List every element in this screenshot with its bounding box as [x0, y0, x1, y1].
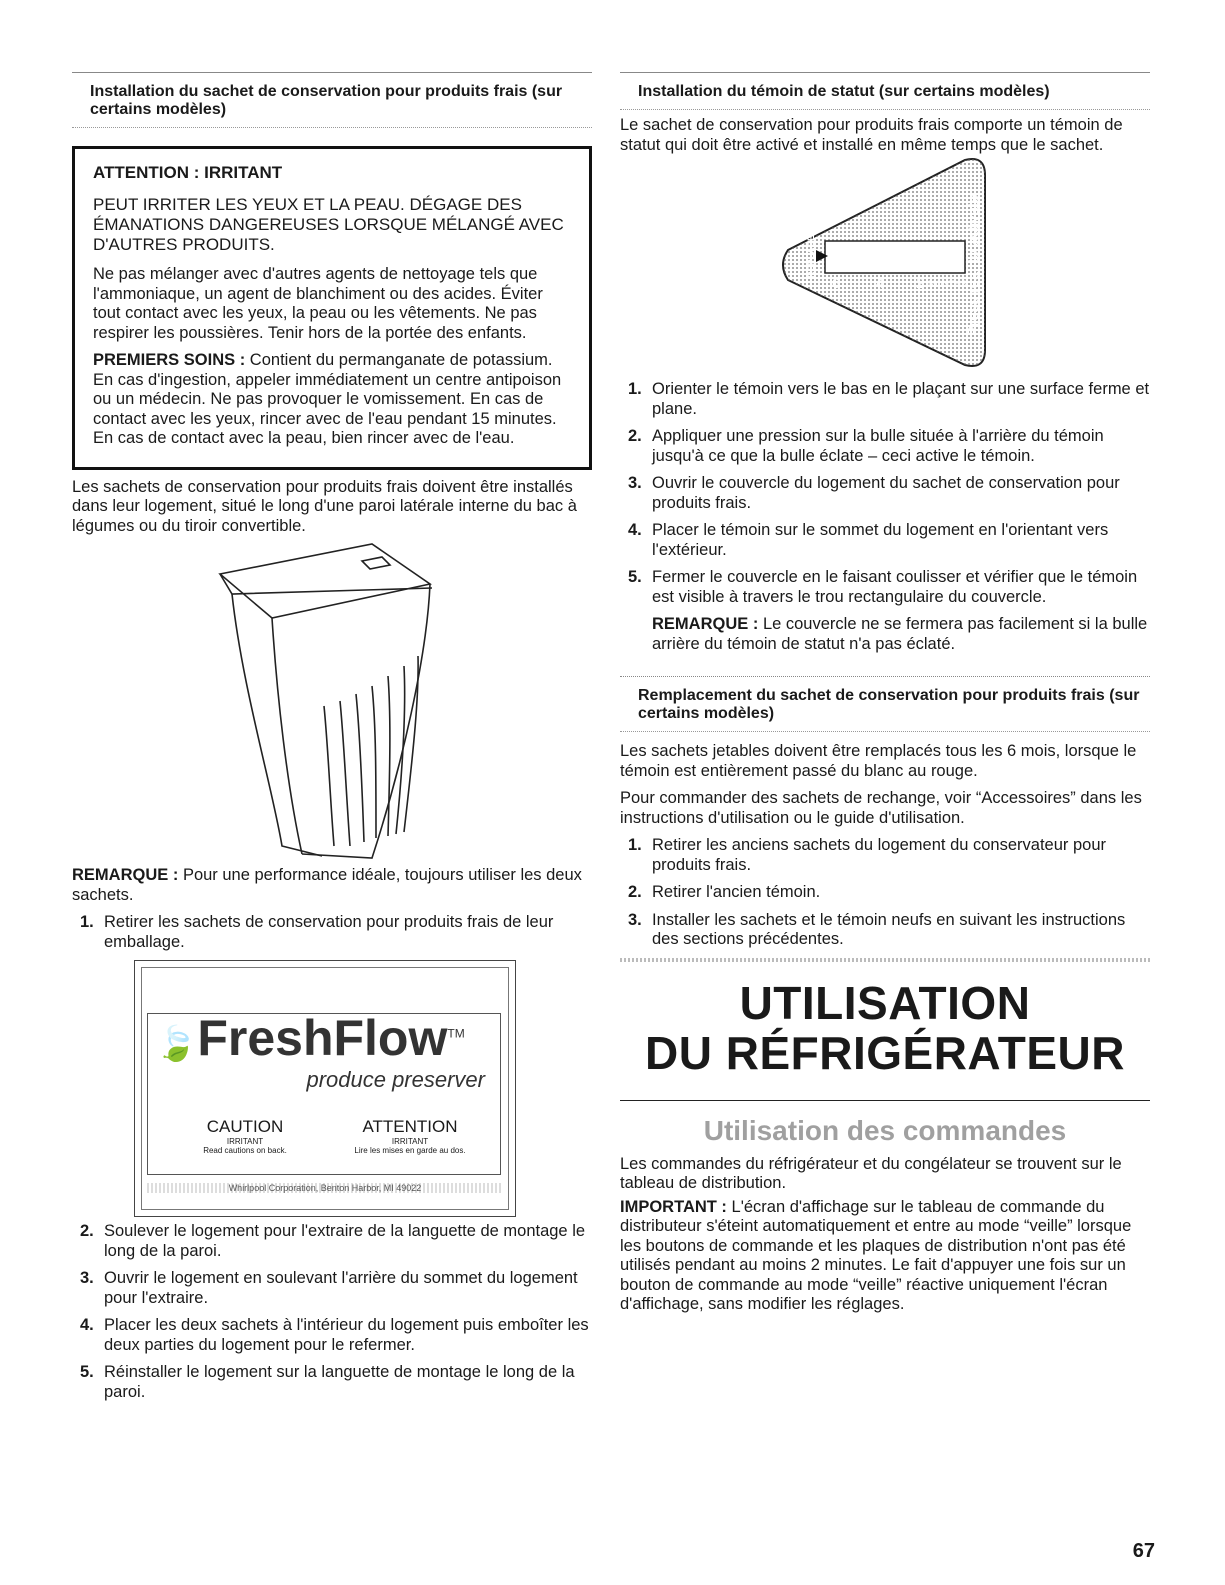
list-item: 2. Retirer l'ancien témoin. [628, 883, 821, 901]
important-text: L'écran d'affichage sur le tableau de commande du distributeur s'éteint automatiquement et entre au mode “veille” lorsque les boutons de commande et les plaques de distribution n'ont pas été utilisés pendant au moins 2 minutes. Le fait d'appuyer une fois sur un bouton de commande au mode “veille” réactive uniquement l'écran d'affichage, sans modifier les réglages. [620, 1197, 1132, 1313]
main-title-line2: DU RÉFRIGÉRATEUR [645, 1026, 1125, 1079]
main-title [620, 978, 1150, 1078]
step-text: Retirer les anciens sachets du logement du conservateur pour produits frais. [652, 836, 1106, 874]
important-para [620, 1198, 1150, 1315]
caution-sub2: Read cautions on back. [203, 1146, 287, 1155]
step-text: Installer les sachets et le témoin neufs en suivant les instructions des sections précédentes. [652, 910, 1126, 948]
note-label: REMARQUE : [72, 866, 179, 884]
list-item: 1. Orienter le témoin vers le bas en le plaçant sur une surface ferme et plane. [628, 380, 1150, 418]
packet-footer: Whirlpool Corporation, Benton Harbor, MI 49022 [147, 1183, 503, 1193]
list-item: 5. Réinstaller le logement sur la languette de montage le long de la paroi. [80, 1363, 575, 1401]
warning-box [72, 146, 592, 470]
list-item: 2. Appliquer une pression sur la bulle située à l'arrière du témoin jusqu'à ce que la bulle éclate – ceci active le témoin. [628, 427, 1104, 465]
note-text: Pour une performance idéale, toujours utiliser les deux sachets. [72, 866, 582, 904]
caution-sub1: IRRITANT [226, 1137, 264, 1146]
main-title-line1: UTILISATION [739, 976, 1031, 1029]
step-text: Soulever le logement pour l'extraire de la languette de montage le long de la paroi. [104, 1222, 586, 1260]
section-heading-remplacement: Remplacement du sachet de conservation pour produits frais (sur certains modèles) [620, 677, 1150, 732]
first-aid-label: PREMIERS SOINS : [93, 351, 246, 369]
note-label: REMARQUE : [652, 615, 759, 633]
note-para [620, 615, 1150, 654]
replace-para-2: Pour commander des sachets de rechange, voir “Accessoires” dans les instructions d'utilisation ou le guide d'utilisation. [620, 789, 1142, 827]
trademark: TM [447, 1026, 465, 1041]
first-aid-para [93, 351, 573, 449]
list-item: 3. Installer les sachets et le témoin neufs en suivant les instructions des sections précédentes. [628, 910, 1126, 948]
list-item: 2. Soulever le logement pour l'extraire de la languette de montage le long de la paroi. [80, 1222, 586, 1260]
list-item: 4. Placer le témoin sur le sommet du logement en l'orientant vers l'extérieur. [628, 521, 1109, 559]
warning-title: ATTENTION : IRRITANT [93, 163, 283, 182]
page-number: 67 [1132, 1540, 1155, 1562]
section-heading-temoin: Installation du témoin de statut (sur certains modèles) [620, 73, 1150, 110]
note-text: Le couvercle ne se fermera pas facilement si la bulle arrière du témoin de statut n'a pas éclaté. [652, 615, 1148, 653]
freshflow-packet [72, 960, 592, 1222]
list-item: 5. Fermer le couvercle en le faisant coulisser et vérifier que le témoin est visible à travers le trou rectangulaire du couvercle. [628, 568, 1138, 606]
section-heading-installation-sachet: Installation du sachet de conservation pour produits frais (sur certains modèles) [72, 73, 592, 128]
caution-block [185, 1117, 305, 1155]
months-label: MONTHS [928, 279, 967, 289]
right-column [620, 72, 1150, 1315]
attention-sub1: IRRITANT [391, 1137, 429, 1146]
leaf-logo-icon: 🍃 [155, 1025, 198, 1063]
tagline: produce preserver [306, 1067, 485, 1092]
step-text: Appliquer une pression sur la bulle située à l'arrière du témoin jusqu'à ce que la bulle éclate – ceci active le témoin. [652, 427, 1104, 465]
brand-name: FreshFlow [197, 1010, 448, 1066]
list-item: 1. Retirer les sachets de conservation pour produits frais de leur emballage. [80, 913, 554, 951]
step-text: Fermer le couvercle en le faisant coulisser et vérifier que le témoin est visible à travers le trou rectangulaire du couvercle. [652, 568, 1138, 606]
note-para [72, 866, 592, 905]
freshflow-logo [155, 1009, 465, 1067]
indicator-six: 6 [832, 275, 841, 292]
status-indicator-illustration [620, 155, 1150, 380]
temoin-intro: Le sachet de conservation pour produits frais comporte un témoin de statut qui doit être activé et installé en même temps que le sachet. [620, 116, 1123, 154]
left-column [72, 72, 592, 1410]
step-text: Orienter le témoin vers le bas en le plaçant sur une surface ferme et plane. [652, 380, 1150, 418]
press-rear-label: Press rear to activate [965, 194, 982, 336]
step-text: Placer le témoin sur le sommet du logement en l'orientant vers l'extérieur. [652, 521, 1109, 559]
step-text: Ouvrir le couvercle du logement du sachet de conservation pour produits frais. [652, 474, 1120, 512]
subtitle: Utilisation des commandes [703, 1114, 1067, 1146]
step-text: Retirer les sachets de conservation pour produits frais de leur emballage. [104, 913, 554, 951]
commandes-para: Les commandes du réfrigérateur et du congélateur se trouvent sur le tableau de distribution. [620, 1154, 1122, 1192]
first-aid-text: Contient du permanganate de potassium. En cas d'ingestion, appeler immédiatement un centre antipoison ou un médecin. Ne pas provoquer le vomissement. En cas de contact avec les yeux, rincer avec de l'eau pendant 15 minutes. En cas de contact avec la peau, bien rincer avec de l'eau. [93, 351, 562, 447]
list-item: 4. Placer les deux sachets à l'intérieur du logement puis emboîter les deux parties du logement pour le refermer. [80, 1316, 589, 1354]
caution-label: CAUTION [206, 1117, 284, 1136]
step-text: Réinstaller le logement sur la languette de montage le long de la paroi. [104, 1363, 575, 1401]
indicator-two: 2 [916, 275, 925, 292]
attention-block [335, 1117, 485, 1155]
list-item: 3. Ouvrir le couvercle du logement du sachet de conservation pour produits frais. [628, 474, 1120, 512]
replace-para-1: Les sachets jetables doivent être remplacés tous les 6 mois, lorsque le témoin est entièrement passé du blanc au rouge. [620, 742, 1137, 780]
warning-para: Ne pas mélanger avec d'autres agents de nettoyage tels que l'ammoniaque, un agent de blanchiment ou des acides. Éviter tout contact avec les yeux, la peau ou les vêtements. Ne pas respirer les poussières. Tenir hors de la portée des enfants. [93, 265, 543, 342]
list-item: 3. Ouvrir le logement en soulevant l'arrière du sommet du logement pour l'extraire. [80, 1269, 578, 1307]
warning-caps: PEUT IRRITER LES YEUX ET LA PEAU. DÉGAGE DES ÉMANATIONS DANGEREUSES LORSQUE MÉLANGÉ AVEC D'AUTRES PRODUITS. [93, 195, 564, 254]
step-text: Ouvrir le logement en soulevant l'arrière du sommet du logement pour l'extraire. [104, 1269, 578, 1307]
attention-label: ATTENTION [362, 1117, 458, 1136]
indicator-four: 4 [876, 275, 885, 292]
step-text: Retirer l'ancien témoin. [652, 883, 821, 901]
intro-para: Les sachets de conservation pour produits frais doivent être installés dans leur logement, situé le long d'une paroi latérale interne du bac à légumes ou du tiroir convertible. [72, 477, 577, 535]
divider [620, 1100, 1150, 1101]
divider [620, 958, 1150, 962]
replace-label: REPLACE [806, 235, 816, 279]
attention-sub2: Lire les mises en garde au dos. [354, 1146, 466, 1155]
list-item: 1. Retirer les anciens sachets du logement du conservateur pour produits frais. [628, 836, 1106, 874]
step-text: Placer les deux sachets à l'intérieur du logement puis emboîter les deux parties du logement pour le refermer. [104, 1316, 589, 1354]
housing-illustration [72, 536, 592, 866]
important-label: IMPORTANT : [620, 1197, 727, 1216]
